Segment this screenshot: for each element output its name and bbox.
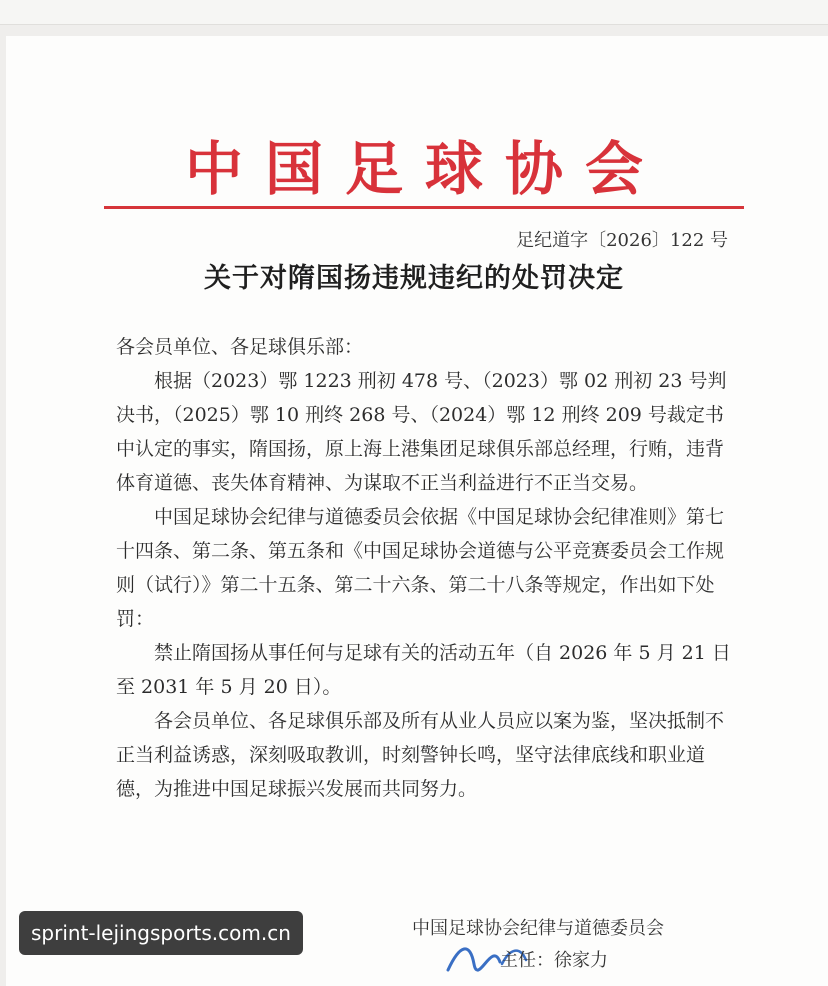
signing-person: 主任：徐家力 [500, 950, 608, 971]
paragraph-penalty: 禁止隋国扬从事任何与足球有关的活动五年（自 2026 年 5 月 21 日至 2031 年 5 月 20 日）。 [116, 642, 731, 698]
document-number: 足纪道字〔2026〕122 号 [516, 230, 728, 251]
source-watermark: sprint-lejingsports.com.cn [19, 911, 303, 955]
paragraph-warning: 各会员单位、各足球俱乐部及所有从业人员应以案为鉴，坚决抵制不正当利益诱惑，深刻吸取教训，时刻警钟长鸣，坚守法律底线和职业道德，为推进中国足球振兴发展而共同努力。 [116, 710, 725, 800]
document-body [116, 330, 738, 806]
paragraph-facts: 根据（2023）鄂 1223 刑初 478 号、（2023）鄂 02 刑初 23 号判决书，（2025）鄂 10 刑终 268 号、（2024）鄂 12 刑终 209 号裁定书中认定的事实，隋国扬，原上海上港集团足球俱乐部总经理，行贿，违背体育道德、丧失体育精神、为谋取不正当利益进行不正当交易。 [116, 370, 727, 494]
red-divider [104, 206, 744, 209]
document-title: 关于对隋国扬违规违纪的处罚决定 [204, 263, 624, 294]
salutation: 各会员单位、各足球俱乐部： [116, 336, 364, 358]
paragraph-basis: 中国足球协会纪律与道德委员会依据《中国足球协会纪律准则》第七十四条、第二条、第五条和《中国足球协会道德与公平竞赛委员会工作规则（试行）》第二十五条、第二十六条、第二十八条等规定，作出如下处罚： [116, 506, 725, 630]
signing-organization: 中国足球协会纪律与道德委员会 [412, 918, 664, 939]
top-strip [0, 0, 828, 25]
org-title: 中国足球协会 [184, 135, 665, 203]
